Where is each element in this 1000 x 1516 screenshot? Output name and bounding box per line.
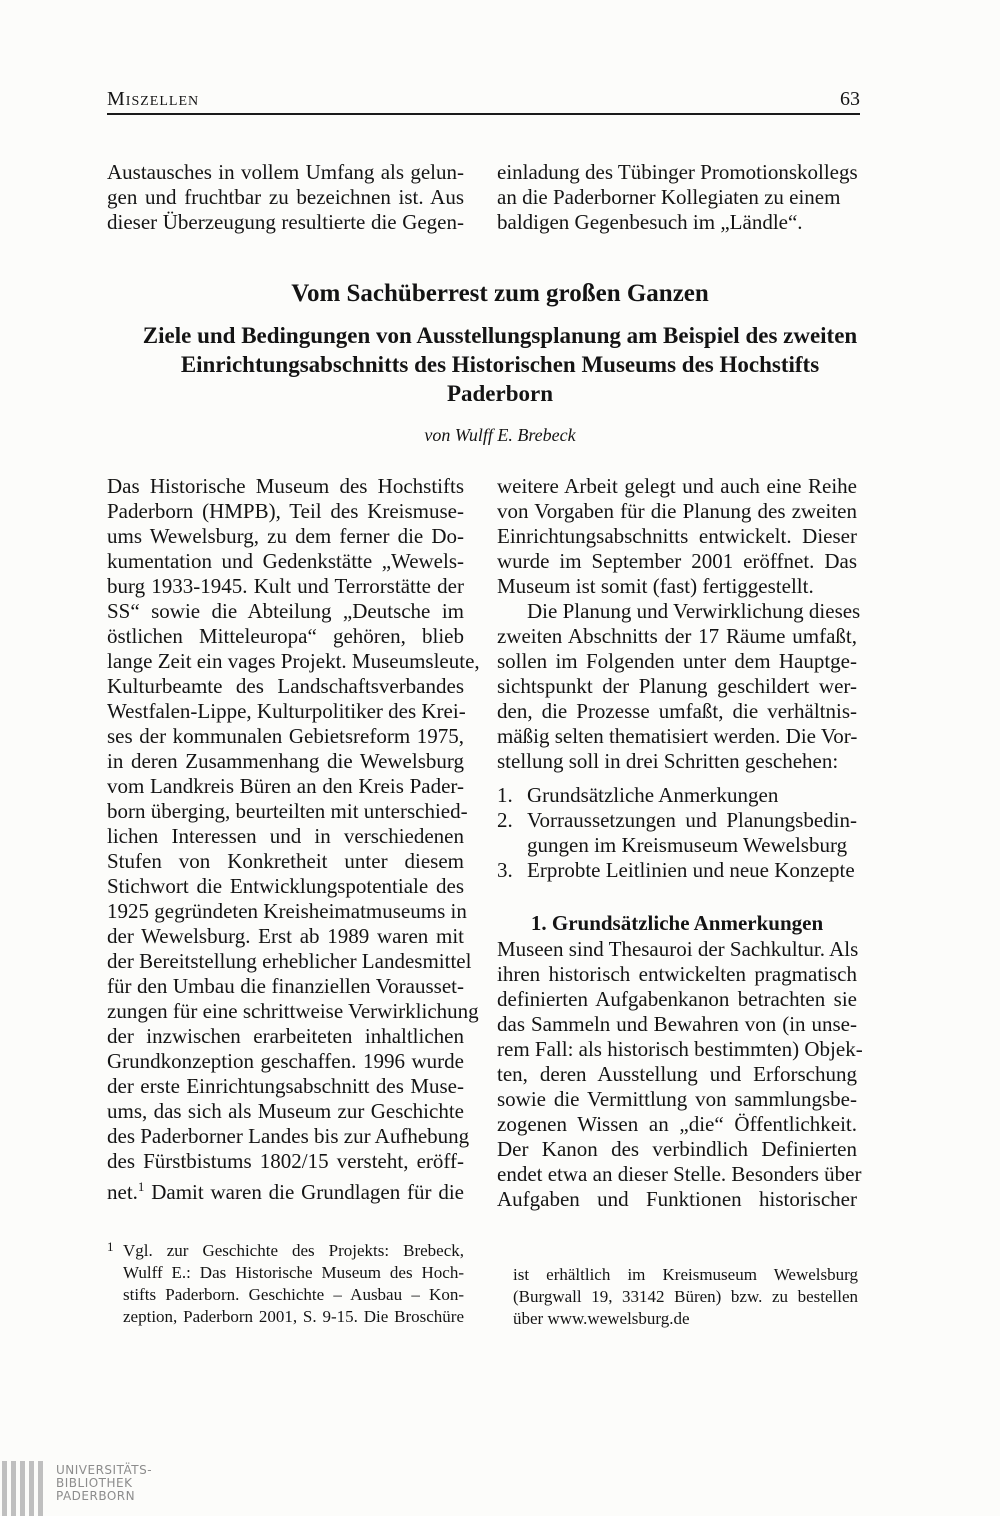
text-line: endet etwa an dieser Stelle. Besonders über: [497, 1162, 862, 1186]
text-line: Austausches in vollem Umfang als gelun-: [107, 160, 464, 184]
text-line: Einrichtungsabschnitts entwickelt. Dieser: [497, 524, 857, 548]
text-line: Stichwort die Entwicklungspotentiale des: [107, 874, 464, 898]
text-line: Museen sind Thesauroi der Sachkultur. Als: [497, 937, 859, 961]
text-line: der erste Einrichtungsabschnitt des Muse-: [107, 1074, 464, 1098]
text-line: wurde im September 2001 eröffnet. Das: [497, 549, 857, 573]
text-line: den, die Prozesse umfaßt, die verhältnis-: [497, 699, 857, 723]
page-number: 63: [840, 88, 860, 110]
outline-item: gungen im Kreismuseum Wewelsburg: [527, 833, 848, 857]
text-line: lange Zeit ein vages Projekt. Museumsleute,: [107, 649, 480, 673]
text-line: Paderborn (HMPB), Teil des Kreismuse-: [107, 499, 464, 523]
text-line: Kulturbeamte des Landschaftsverbandes: [107, 674, 464, 698]
footnote-line: ist erhältlich im Kreismuseum Wewelsburg: [513, 1265, 858, 1284]
text-line: der inzwischen erarbeiteten inhaltlichen: [107, 1024, 464, 1048]
text-line: kumentation und Gedenkstätte „Wewels-: [107, 549, 464, 573]
text-line: definierten Aufgabenkanon betrachten sie: [497, 987, 857, 1011]
outline-item: Grundsätzliche Anmerkungen: [527, 783, 779, 807]
text-line: Museum ist somit (fast) fertiggestellt.: [497, 574, 814, 598]
article-title: Vom Sachüberrest zum großen Ganzen: [291, 280, 709, 307]
article-subtitle-line: Ziele und Bedingungen von Ausstellungsplanung am Beispiel des zweiten: [142, 323, 858, 348]
text-line: stellung soll in drei Schritten geschehen:: [497, 749, 839, 773]
text-line: an die Paderborner Kollegiaten zu einem: [497, 185, 841, 209]
text-line: sowie die Vermittlung von sammlungsbe-: [497, 1087, 857, 1111]
text-line: Die Planung und Verwirklichung dieses: [527, 599, 861, 623]
text-line: 1925 gegründeten Kreisheimatmuseums in: [107, 899, 467, 923]
text-line: vom Landkreis Büren an den Kreis Pader-: [107, 774, 464, 798]
text-line: Aufgaben und Funktionen historischer: [497, 1187, 857, 1211]
text-line: ses der kommunalen Gebietsreform 1975,: [107, 724, 464, 748]
text-line: des Paderborner Landes bis zur Aufhebung: [107, 1124, 470, 1148]
library-logo-text-line: BIBLIOTHEK: [56, 1476, 133, 1490]
text-line: rem Fall: als historisch bestimmten) Objek-: [497, 1037, 863, 1061]
text-line: gen und fruchtbar zu bezeichnen ist. Aus: [107, 185, 464, 209]
outline-item: Erprobte Leitlinien und neue Konzepte: [527, 858, 855, 882]
text-line: in deren Zusammenhang die Wewelsburg: [107, 749, 464, 773]
footnote-marker: 1: [107, 1239, 114, 1254]
article-subtitle-line: Paderborn: [446, 381, 554, 406]
outline-number: 3.: [497, 858, 513, 882]
footnote-line: Wulff E.: Das Historische Museum des Hoch-: [123, 1263, 464, 1282]
text-line: einladung des Tübinger Promotionskollegs: [497, 160, 858, 184]
article-subtitle-line: Einrichtungsabschnitts des Historischen Museums des Hochstifts: [180, 352, 820, 377]
text-line: der Wewelsburg. Erst ab 1989 waren mit: [107, 924, 464, 948]
text-line: östlichen Mitteleuropa“ gehören, blieb: [107, 624, 464, 648]
text-line: mäßig selten thematisiert werden. Die Vor-: [497, 724, 858, 748]
library-logo-text-line: UNIVERSITÄTS-: [56, 1463, 153, 1477]
outline-number: 2.: [497, 808, 513, 832]
header-rule: [107, 113, 860, 115]
text-line: sollen im Folgenden unter dem Hauptge-: [497, 649, 857, 673]
text-line: Grundkonzeption geschaffen. 1996 wurde: [107, 1049, 464, 1073]
text-line: Westfalen-Lippe, Kulturpolitiker des Krei-: [107, 699, 466, 723]
text-line: weitere Arbeit gelegt und auch eine Reihe: [497, 474, 857, 498]
footnote-line: stifts Paderborn. Geschichte – Ausbau – Kon-: [123, 1285, 464, 1304]
text-line: dieser Überzeugung resultierte die Gegen-: [107, 210, 464, 234]
text-line: burg 1933-1945. Kult und Terrorstätte der: [107, 574, 464, 598]
text-line: ten, deren Ausstellung und Erforschung: [497, 1062, 857, 1086]
text-line: zogenen Wissen an „die“ Öffentlichkeit.: [497, 1112, 857, 1136]
text-line: das Sammeln und Bewahren von (in unse-: [497, 1012, 857, 1036]
text-line: zungen für eine schrittweise Verwirklichung: [107, 999, 479, 1023]
text-line: zweiten Abschnitts der 17 Räume umfaßt,: [497, 624, 857, 648]
text-line: der Bereitstellung erheblicher Landesmittel: [107, 949, 472, 973]
text-line: SS“ sowie die Abteilung „Deutsche im: [107, 599, 464, 623]
text-line: des Fürstbistums 1802/15 versteht, eröff-: [107, 1149, 464, 1173]
text-line: Der Kanon des verbindlich Definierten: [497, 1137, 857, 1161]
text-line: [107, 1174, 464, 1205]
text-line: ums Wewelsburg, zu dem ferner die Do-: [107, 524, 464, 548]
running-header-section: Miszellen: [107, 88, 200, 110]
article-author: von Wulff E. Brebeck: [424, 425, 576, 445]
text-line: Stufen von Konkretheit unter diesem: [107, 849, 464, 873]
text-line: sichtspunkt der Planung geschildert wer-: [497, 674, 857, 698]
text-line: für den Umbau die finanziellen Vorausset-: [107, 974, 464, 998]
footnote-line: (Burgwall 19, 33142 Büren) bzw. zu bestellen: [513, 1287, 858, 1306]
library-logo-text-line: PADERBORN: [56, 1489, 136, 1503]
text-line: born überging, beurteilten mit unterschied-: [107, 799, 468, 823]
footnote-reference[interactable]: 1: [137, 1179, 145, 1194]
outline-item: Vorraussetzungen und Planungsbedin-: [527, 808, 857, 832]
text-line: baldigen Gegenbesuch im „Ländle“.: [497, 210, 803, 234]
footnote-line: über www.wewelsburg.de: [513, 1309, 690, 1328]
outline-number: 1.: [497, 783, 513, 807]
text-line: ihren historisch entwickelten pragmatisch: [497, 962, 857, 986]
text-line: Das Historische Museum des Hochstifts: [107, 474, 464, 498]
library-logo-icon: [0, 1461, 50, 1516]
footnote-line: Vgl. zur Geschichte des Projekts: Brebeck,: [123, 1241, 464, 1260]
text-line: von Vorgaben für die Planung des zweiten: [497, 499, 857, 523]
section-heading: 1. Grundsätzliche Anmerkungen: [530, 911, 824, 935]
text-line: lichen Interessen und in verschiedenen: [107, 824, 464, 848]
text-fragment: Damit waren die Grundlagen für die: [144, 1180, 464, 1204]
text-line: ums, das sich als Museum zur Geschichte: [107, 1099, 464, 1123]
footnote-line: zeption, Paderborn 2001, S. 9-15. Die Broschüre: [123, 1307, 464, 1326]
text-fragment: net.: [107, 1180, 138, 1204]
